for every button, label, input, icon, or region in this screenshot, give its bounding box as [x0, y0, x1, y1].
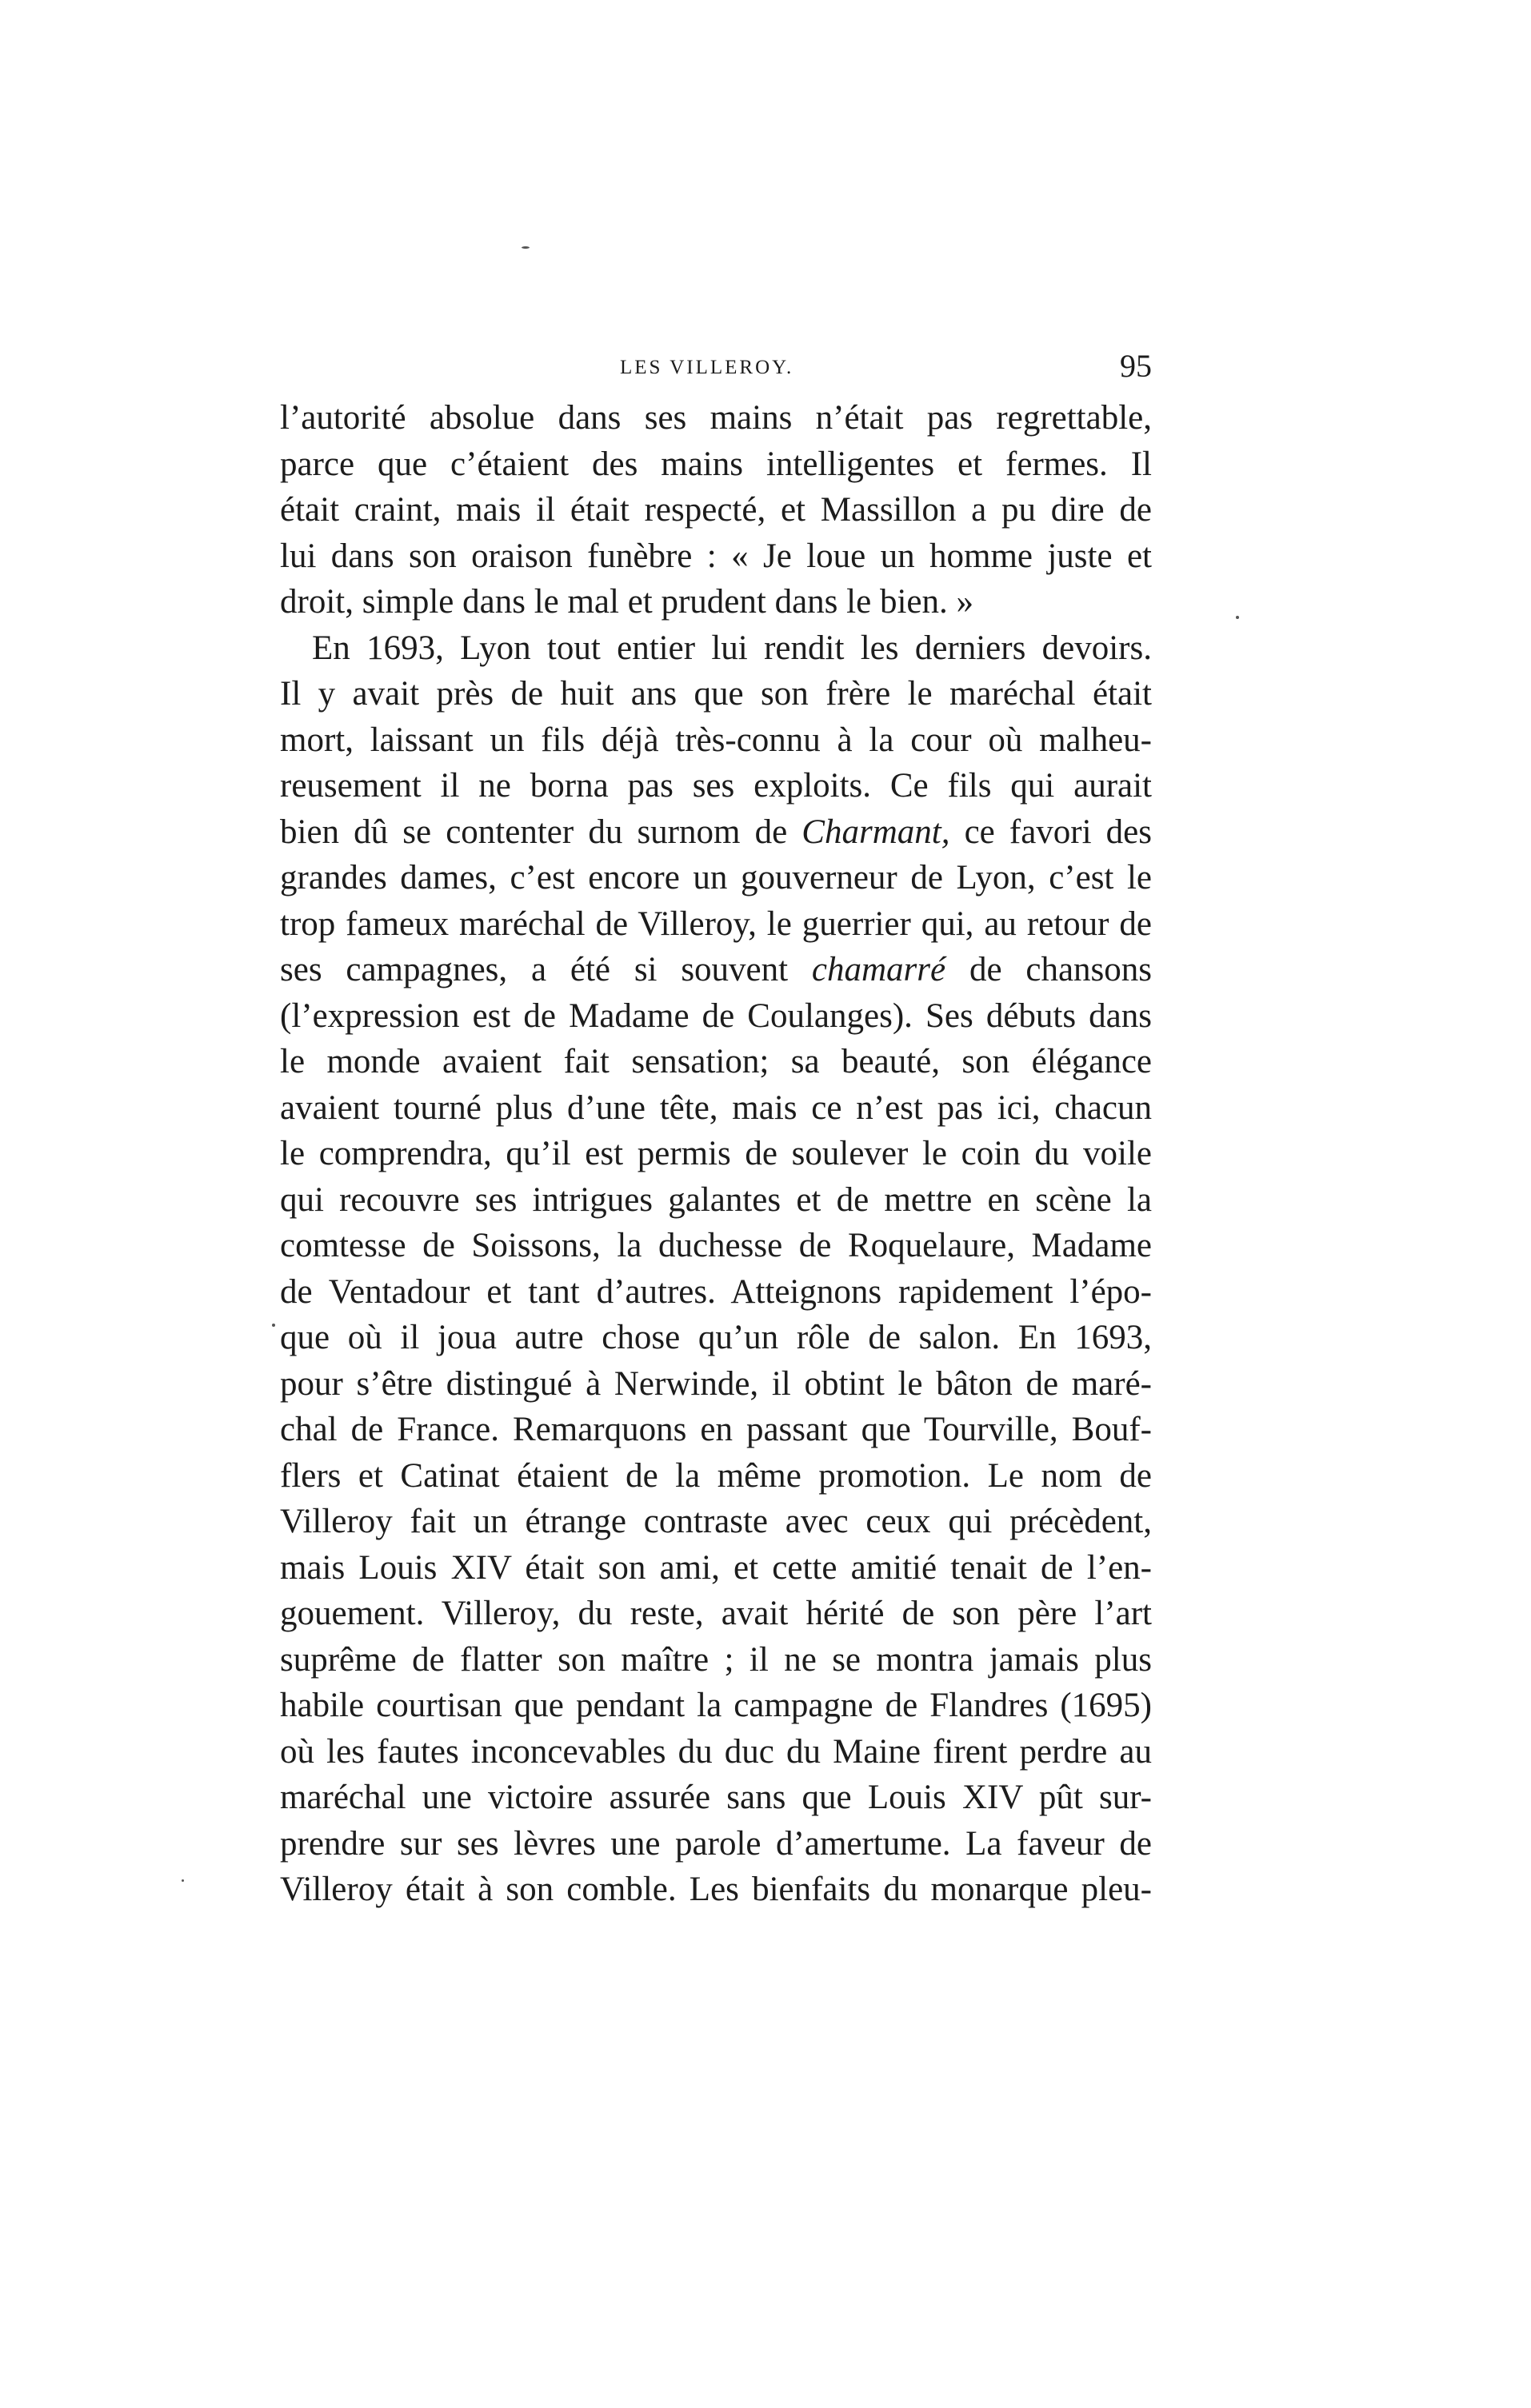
- text-line: flers et Catinat étaient de la même promotion. Le nom de: [280, 1456, 1152, 1495]
- text-line: (l’expression est de Madame de Coulanges). Ses débuts dans: [280, 996, 1152, 1035]
- text-line: parce que c’étaient des mains intelligentes et fermes. Il: [280, 445, 1152, 483]
- running-head: [280, 347, 1152, 395]
- text-line: reusement il ne borna pas ses exploits. Ce fils qui aurait: [280, 767, 1152, 805]
- text-line: le monde avaient fait sensation; sa beauté, son élégance: [280, 1043, 1152, 1080]
- text-line: où les fautes inconcevables du duc du Maine firent perdre au: [280, 1732, 1152, 1771]
- text-line: chal de France. Remarquons en passant que Tourville, Bouf-: [280, 1411, 1152, 1448]
- text-line: comtesse de Soissons, la duchesse de Roquelaure, Madame: [280, 1227, 1152, 1264]
- body-text: [280, 395, 1152, 1913]
- text-line: que où il joua autre chose qu’un rôle de salon. En 1693,: [280, 1319, 1152, 1356]
- text-line: pour s’être distingué à Nerwinde, il obtint le bâton de maré-: [280, 1364, 1152, 1403]
- text-line: était craint, mais il était respecté, et Massillon a pu dire de: [280, 491, 1152, 529]
- page-number: 95: [1120, 348, 1152, 384]
- text-line: Il y avait près de huit ans que son frère le maréchal était: [280, 675, 1152, 713]
- text-line: bien dû se contenter du surnom de Charmant, ce favori des: [280, 813, 1152, 851]
- text-line: de Ventadour et tant d’autres. Atteignons rapidement l’épo-: [280, 1272, 1152, 1311]
- running-title: LES VILLEROY.: [620, 357, 794, 378]
- text-line: droit, simple dans le mal et prudent dans le bien. »: [280, 583, 973, 621]
- paper-speck: [1236, 616, 1239, 619]
- text-line: le comprendra, qu’il est permis de soulever le coin du voile: [280, 1135, 1152, 1172]
- text-line: prendre sur ses lèvres une parole d’amertume. La faveur de: [280, 1824, 1152, 1863]
- text-line: gouement. Villeroy, du reste, avait hérité de son père l’art: [280, 1595, 1152, 1632]
- text-line: grandes dames, c’est encore un gouverneur de Lyon, c’est le: [280, 859, 1152, 897]
- text-line: ses campagnes, a été si souvent chamarré de chansons: [280, 951, 1152, 988]
- text-line: suprême de flatter son maître ; il ne se montra jamais plus: [280, 1640, 1152, 1679]
- text-line: Villeroy était à son comble. Les bienfaits du monarque pleu-: [280, 1871, 1152, 1908]
- text-line: lui dans son oraison funèbre : « Je loue un homme juste et: [280, 537, 1152, 575]
- italic-emphasis: chamarré: [811, 951, 946, 988]
- italic-emphasis: Charmant,: [801, 813, 950, 851]
- text-line: Villeroy fait un étrange contraste avec ceux qui précèdent,: [280, 1503, 1152, 1540]
- paper-speck: [272, 1324, 275, 1327]
- text-line: qui recouvre ses intrigues galantes et de mettre en scène la: [280, 1180, 1152, 1219]
- text-line: En 1693, Lyon tout entier lui rendit les derniers devoirs.: [312, 629, 1152, 667]
- text-line: maréchal une victoire assurée sans que Louis XIV pût sur-: [280, 1779, 1152, 1816]
- text-line: avaient tourné plus d’une tête, mais ce n’est pas ici, chacun: [280, 1088, 1152, 1127]
- paper-speck: [182, 1879, 184, 1882]
- text-line: mort, laissant un fils déjà très-connu à la cour où malheu-: [280, 721, 1152, 759]
- text-line: trop fameux maréchal de Villeroy, le guerrier qui, au retour de: [280, 904, 1152, 943]
- text-line: l’autorité absolue dans ses mains n’était pas regrettable,: [280, 399, 1152, 437]
- paper-speck: [522, 246, 530, 249]
- text-line: mais Louis XIV était son ami, et cette amitié tenait de l’en-: [280, 1548, 1152, 1587]
- text-line: habile courtisan que pendant la campagne de Flandres (1695): [280, 1687, 1152, 1724]
